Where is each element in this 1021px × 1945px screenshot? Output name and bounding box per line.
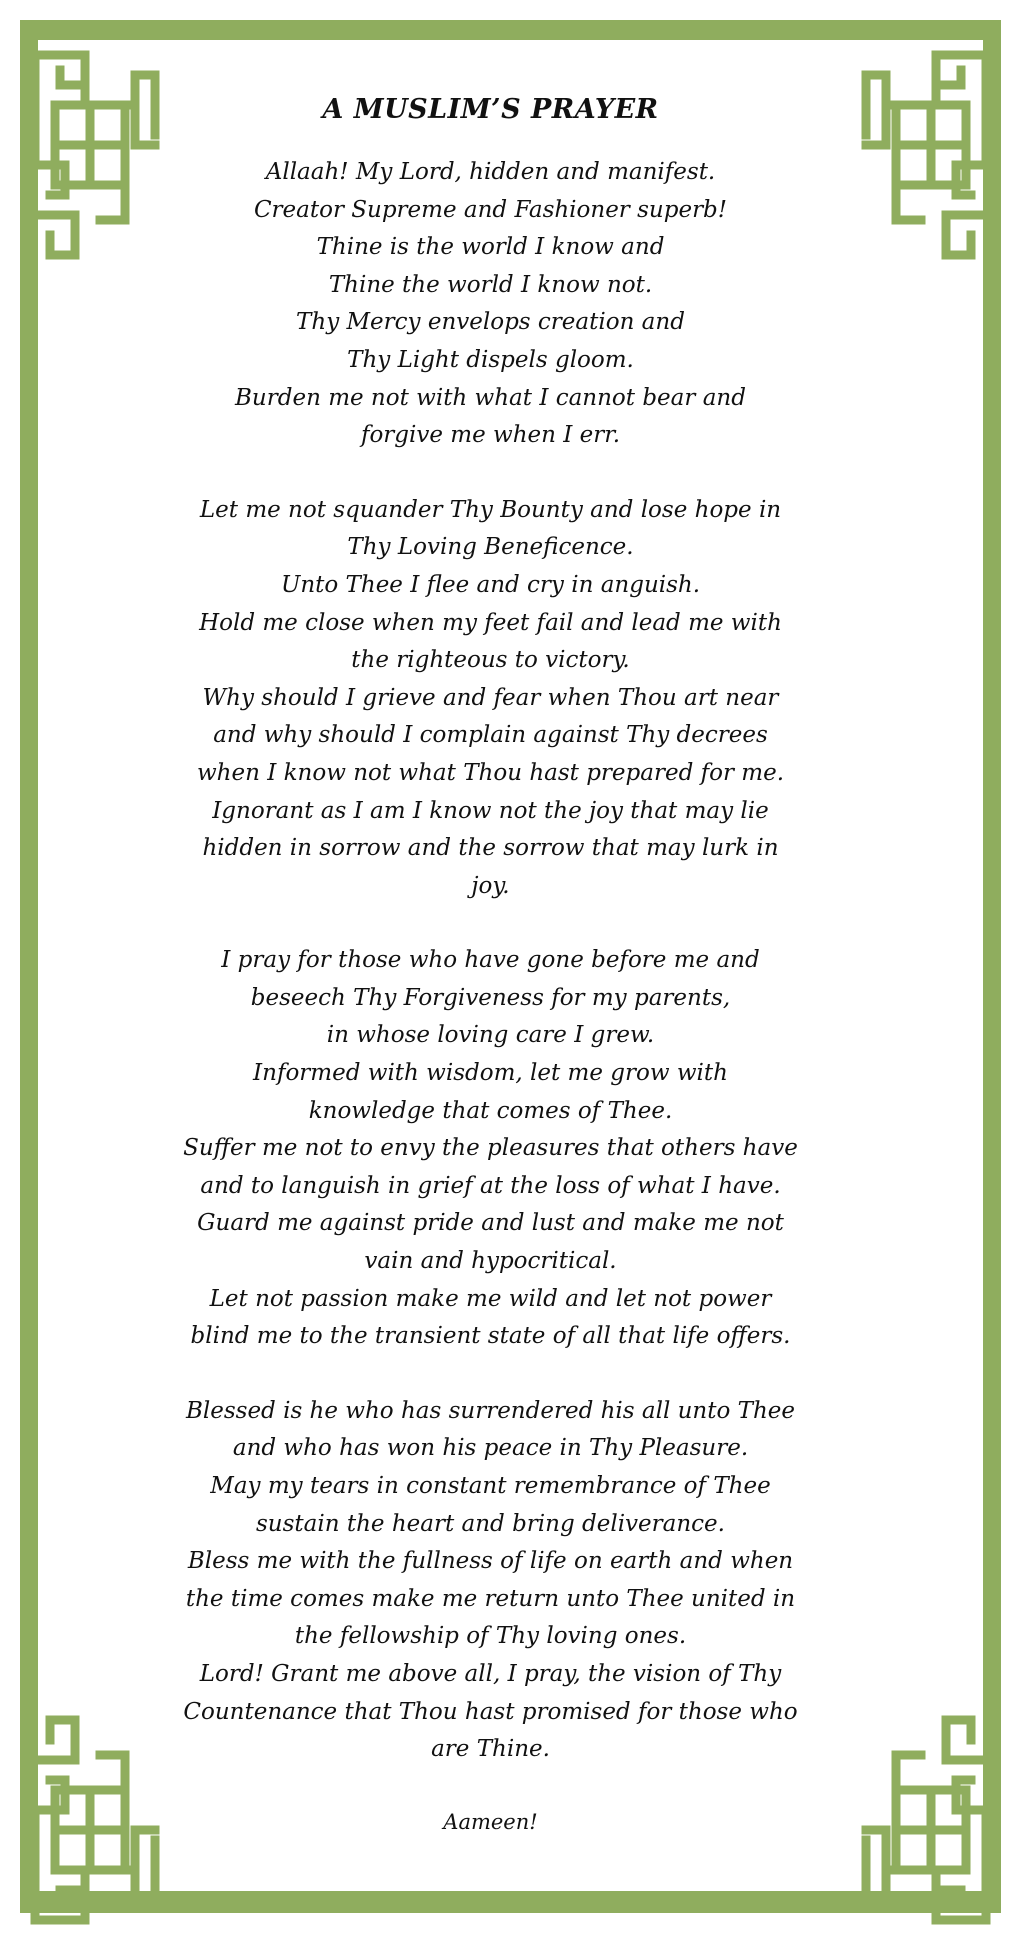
verse-line: vain and hypocritical. (364, 1248, 617, 1275)
verse-line: Hold me close when my feet fail and lead me with (199, 609, 782, 636)
verse-line: Guard me against pride and lust and make me not (197, 1210, 784, 1237)
closing-amen: Aameen! (443, 1809, 538, 1834)
key-pattern-icon (856, 45, 996, 265)
verse-line: Ignorant as I am I know not the joy that may lie (212, 797, 769, 824)
verse-line: Why should I grieve and fear when Thou art near (202, 684, 779, 711)
verse-line: Countenance that Thou hast promised for those who (183, 1698, 798, 1725)
verse-line: joy. (471, 872, 510, 899)
verse-line: Informed with wisdom, let me grow with (253, 1060, 728, 1087)
stanza-3 (160, 942, 821, 1356)
verse-line: Let me not squander Thy Bounty and lose hope in (199, 496, 782, 523)
verse-line: Burden me not with what I cannot bear and (235, 384, 746, 411)
verse-line: knowledge that comes of Thee. (308, 1097, 673, 1124)
stanza-1 (160, 154, 821, 455)
key-pattern-icon (25, 1710, 165, 1930)
verse-line: Thy Loving Beneficence. (347, 534, 634, 561)
verse-line: forgive me when I err. (360, 422, 621, 449)
verse-line: the fellowship of Thy loving ones. (294, 1623, 687, 1650)
verse-line: and who has won his peace in Thy Pleasure. (232, 1435, 749, 1462)
verse-line: Lord! Grant me above all, I pray, the vision of Thy (199, 1660, 782, 1687)
key-pattern-icon (25, 45, 165, 265)
verse-line: Creator Supreme and Fashioner superb! (253, 196, 728, 223)
verse-line: when I know not what Thou hast prepared for me. (196, 759, 785, 786)
verse-line: beseech Thy Forgiveness for my parents, (250, 984, 731, 1011)
verse-line: Thine is the world I know and (316, 234, 665, 261)
verse-line: in whose loving care I grew. (326, 1022, 655, 1049)
corner-ornament-top-right (856, 45, 996, 265)
verse-line: sustain the heart and bring deliverance. (256, 1510, 725, 1537)
corner-ornament-bottom-right (856, 1710, 996, 1930)
verse-line: I pray for those who have gone before me and (221, 947, 760, 974)
verse-line: Bless me with the fullness of life on earth and when (187, 1548, 794, 1575)
verse-line: and why should I complain against Thy decrees (213, 722, 768, 749)
verse-line: May my tears in constant remembrance of Thee (210, 1473, 771, 1499)
prayer-content (160, 90, 821, 1837)
verse-line: the righteous to victory. (351, 647, 630, 674)
stanza-4 (160, 1393, 821, 1769)
corner-ornament-top-left (25, 45, 165, 265)
verse-line: Thy Mercy envelops creation and (296, 309, 685, 336)
verse-line: Thine the world I know not. (328, 271, 653, 298)
page-title: A MUSLIM’S PRAYER (322, 94, 659, 125)
verse-line: are Thine. (431, 1736, 550, 1763)
verse-line: the time comes make me return unto Thee united in (185, 1585, 796, 1612)
verse-line: Allaah! My Lord, hidden and manifest. (265, 159, 716, 185)
verse-line: Blessed is he who has surrendered his all unto Thee (185, 1397, 796, 1424)
corner-ornament-bottom-left (25, 1710, 165, 1930)
stanza-2 (160, 492, 821, 906)
verse-line: Suffer me not to envy the pleasures that others have (183, 1135, 798, 1162)
verse-line: Thy Light dispels gloom. (347, 346, 634, 373)
verse-line: blind me to the transient state of all that life offers. (190, 1323, 791, 1350)
key-pattern-icon (856, 1710, 996, 1930)
verse-line: Unto Thee I flee and cry in anguish. (280, 571, 701, 598)
verse-line: Let not passion make me wild and let not power (209, 1285, 772, 1312)
verse-line: and to languish in grief at the loss of what I have. (200, 1172, 781, 1199)
verse-line: hidden in sorrow and the sorrow that may lurk in (202, 835, 779, 862)
